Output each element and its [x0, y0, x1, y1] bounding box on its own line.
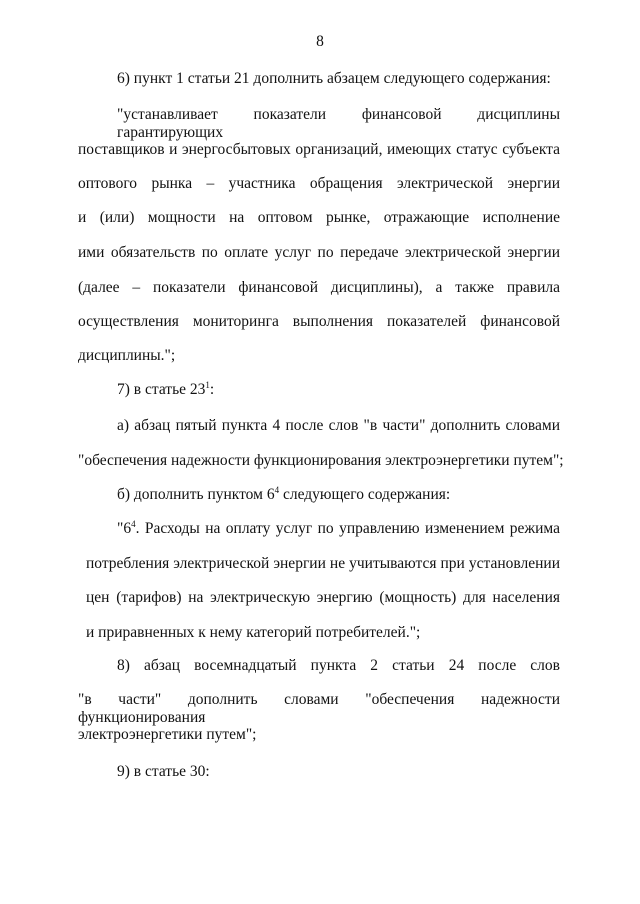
item8-line-3: электроэнергетики путем";: [78, 726, 257, 743]
item7b-quote-line-1: [117, 520, 560, 538]
item7-intro-tail: :: [209, 381, 215, 398]
item7b-intro-sup: 4: [274, 484, 280, 495]
page-number: 8: [316, 33, 324, 50]
item7a-line-1: а) абзац пятый пункта 4 после слов "в части" дополнить словами: [117, 417, 560, 434]
item6-line-3: оптового рынка – участника обращения электрической энергии: [78, 175, 560, 192]
item7-intro: [117, 381, 214, 399]
item7b-quote-line-2: потребления электрической энергии не учитываются при установлении: [86, 555, 560, 572]
item7b-intro-after: следующего содержания:: [279, 486, 451, 503]
item7b-quote-sup: 4: [131, 518, 136, 529]
item6-line-8: дисциплины.";: [78, 347, 176, 364]
item7-intro-text: 7) в статье 23: [117, 381, 206, 398]
item9-intro: 9) в статье 30:: [117, 763, 210, 780]
item6-line-7: осуществления мониторинга выполнения показателей финансовой: [78, 313, 560, 330]
item7b-quote-line-3: цен (тарифов) на электрическую энергию (мощность) для населения: [86, 589, 560, 606]
item7b-intro-before: б) дополнить пунктом 6: [117, 486, 275, 503]
item7-intro-sup: 1: [205, 379, 210, 390]
item7b-intro: [117, 486, 450, 504]
item6-line-5: ими обязательств по оплате услуг по передаче электрической энергии: [78, 244, 560, 261]
item8-line-1: 8) абзац восемнадцатый пункта 2 статьи 24 после слов: [117, 657, 560, 674]
item7b-quote-rest: . Расходы на оплату услуг по управлению изменением режима: [135, 520, 560, 537]
item6-intro: 6) пункт 1 статьи 21 дополнить абзацем следующего содержания:: [117, 70, 551, 87]
item6-line-4: и (или) мощности на оптовом рынке, отражающие исполнение: [78, 209, 560, 226]
item7b-quote-line-4: и приравненных к нему категорий потребителей.";: [86, 624, 421, 641]
item6-line-1: "устанавливает показатели финансовой дисциплины гарантирующих: [117, 106, 560, 141]
item6-line-6: (далее – показатели финансовой дисциплины), а также правила: [78, 279, 560, 296]
item6-line-2: поставщиков и энергосбытовых организаций, имеющих статус субъекта: [78, 141, 560, 158]
item7b-quote-start: "$6^4$: [117, 518, 136, 537]
item8-line-2: "в части" дополнить словами "обеспечения надежности функционирования: [78, 691, 560, 726]
item7a-line-2: "обеспечения надежности функционирования электроэнергетики путем";: [78, 452, 564, 469]
